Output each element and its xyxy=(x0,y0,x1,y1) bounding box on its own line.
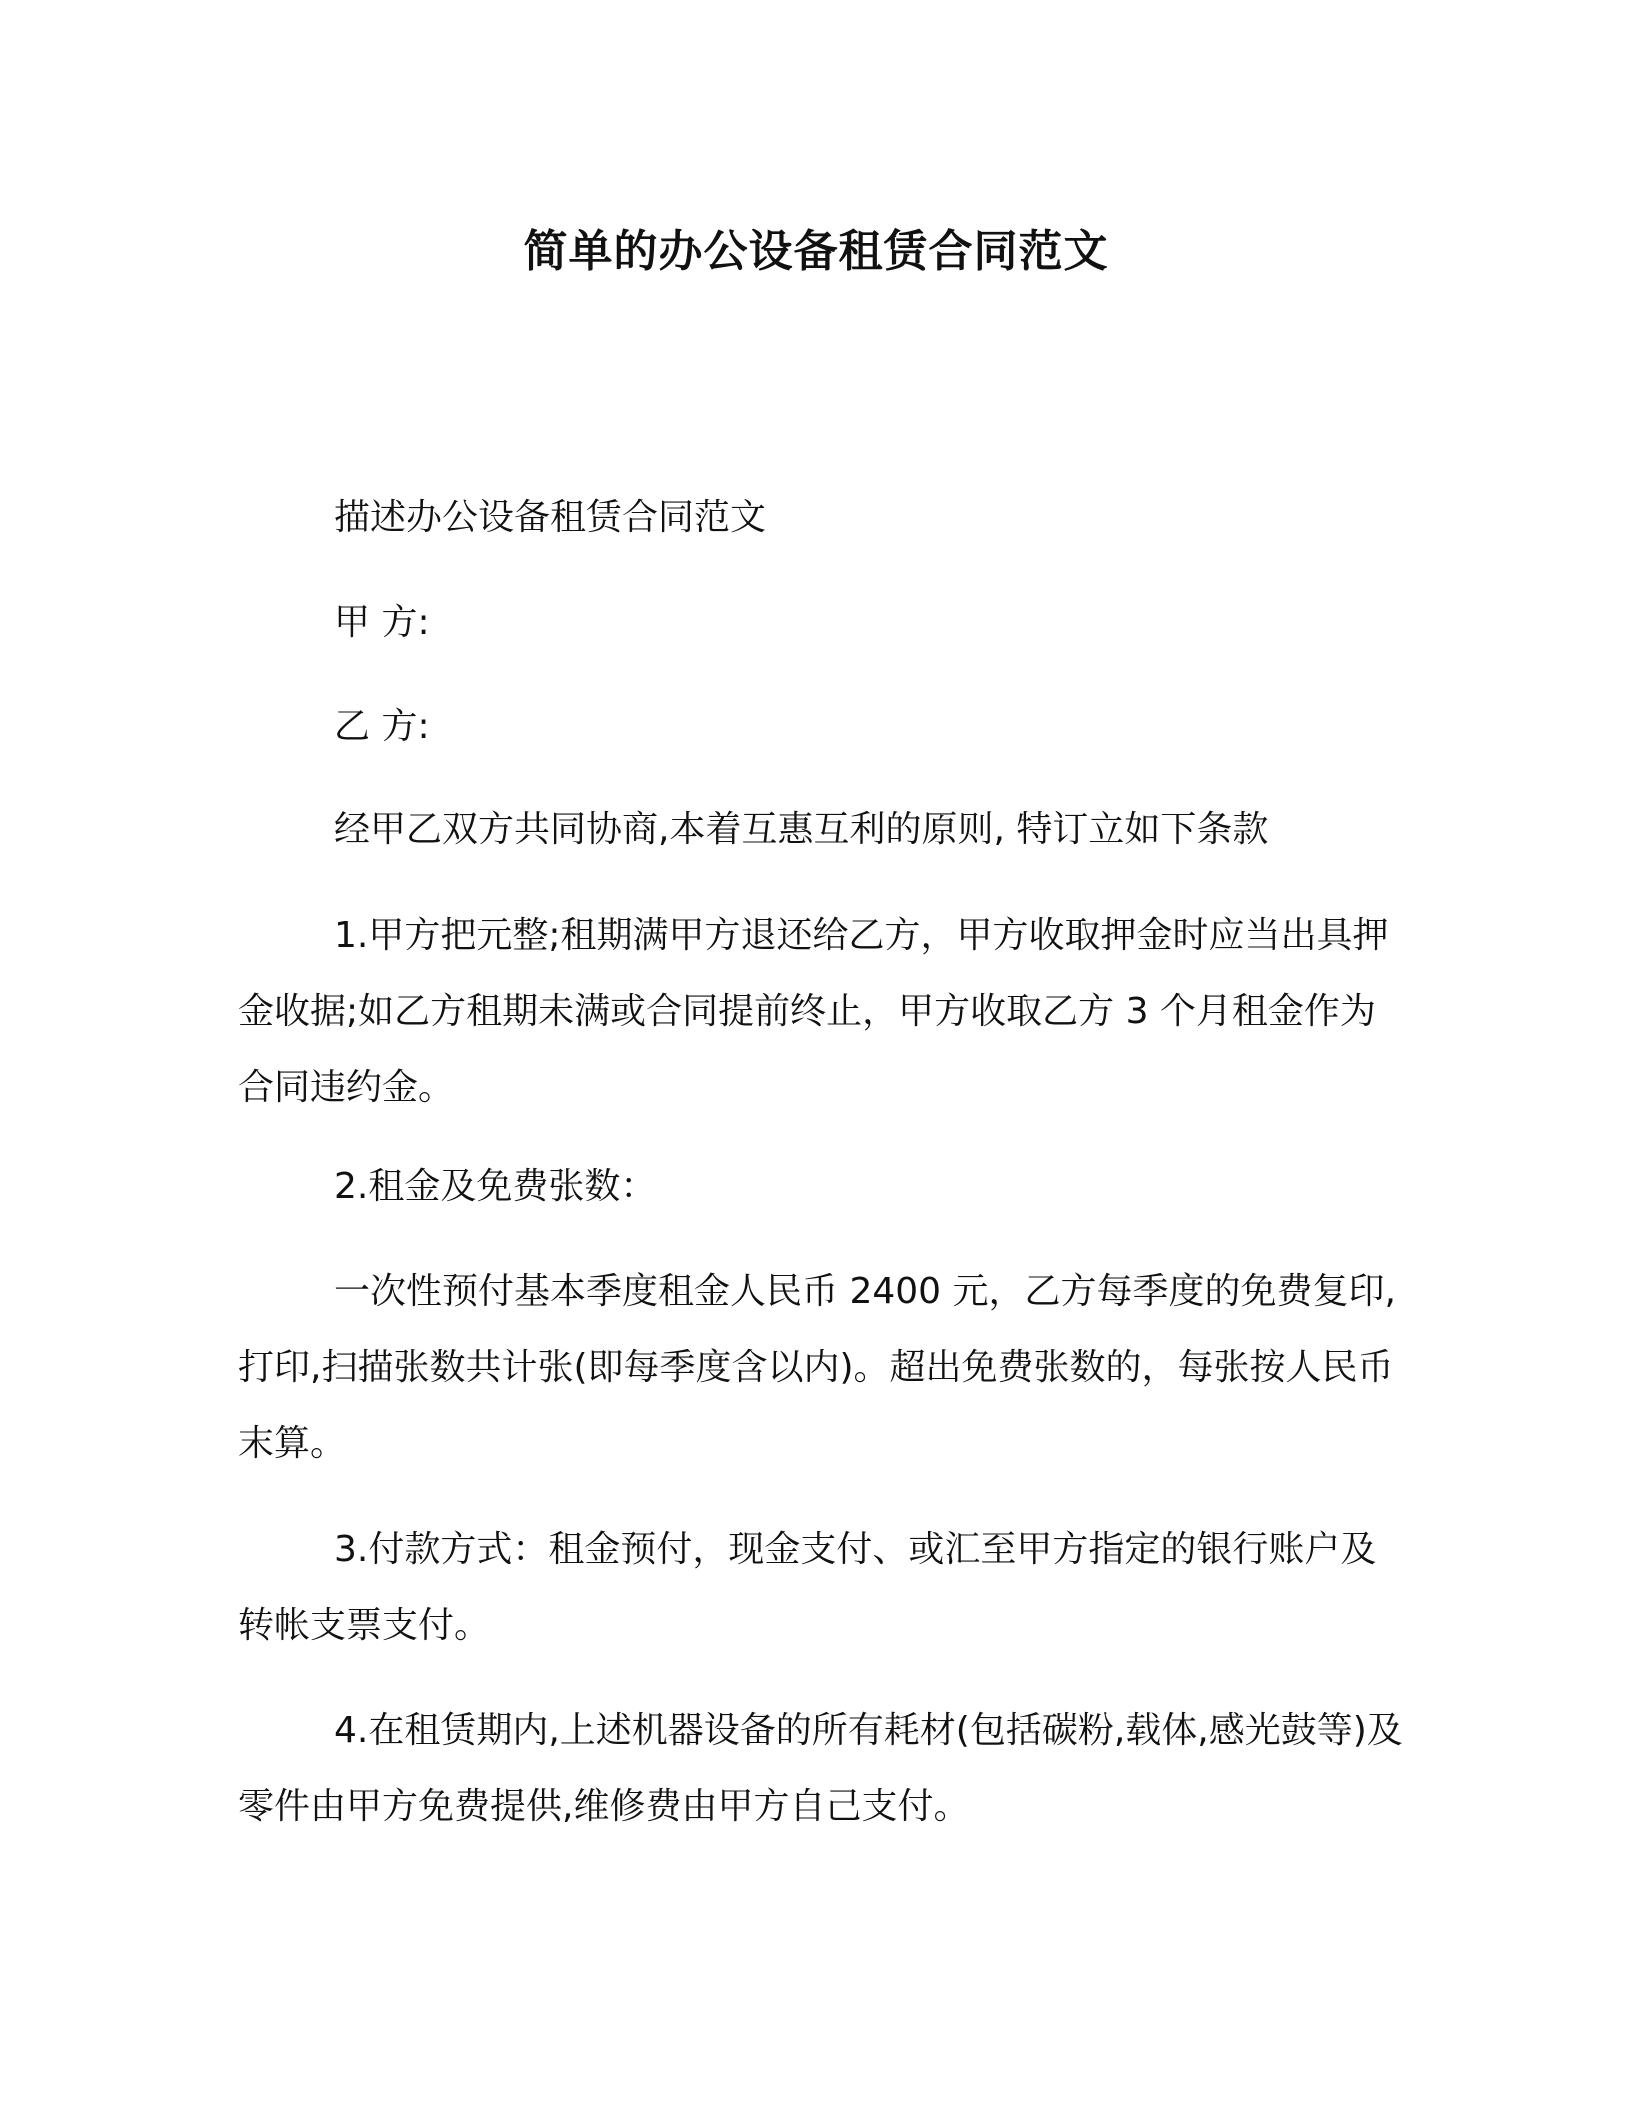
clause-2-body: 一次性预付基本季度租金人民币 2400 元，乙方每季度的免费复印,打印,扫描张数共计张(即每季度含以内)。超出免费张数的，每张按人民币末算。 xyxy=(238,1271,1396,1464)
document-subtitle: 描述办公设备租赁合同范文 xyxy=(334,497,767,538)
clause-4-paragraph: 4.在租赁期内,上述机器设备的所有耗材(包括碳粉,载体,感光鼓等)及零件由甲方免费提供,维修费由甲方自己支付。 xyxy=(238,1710,1403,1827)
document-title: 简单的办公设备租赁合同范文 xyxy=(523,226,1109,277)
clause-2-heading: 2.租金及免费张数： xyxy=(334,1166,657,1207)
party-a-label: 甲 方: xyxy=(334,602,430,643)
party-b-label: 乙 方: xyxy=(334,706,430,747)
intro-paragraph: 经甲乙双方共同协商,本着互惠互利的原则, 特订立如下条款 xyxy=(334,809,1269,850)
clause-3-paragraph: 3.付款方式：租金预付，现金支付、或汇至甲方指定的银行账户及转帐支票支付。 xyxy=(238,1529,1377,1646)
clause-1-paragraph: 1.甲方把元整;租期满甲方退还给乙方，甲方收取押金时应当出具押金收据;如乙方租期未满或合同提前终止，甲方收取乙方 3 个月租金作为合同违约金。 xyxy=(238,915,1389,1108)
